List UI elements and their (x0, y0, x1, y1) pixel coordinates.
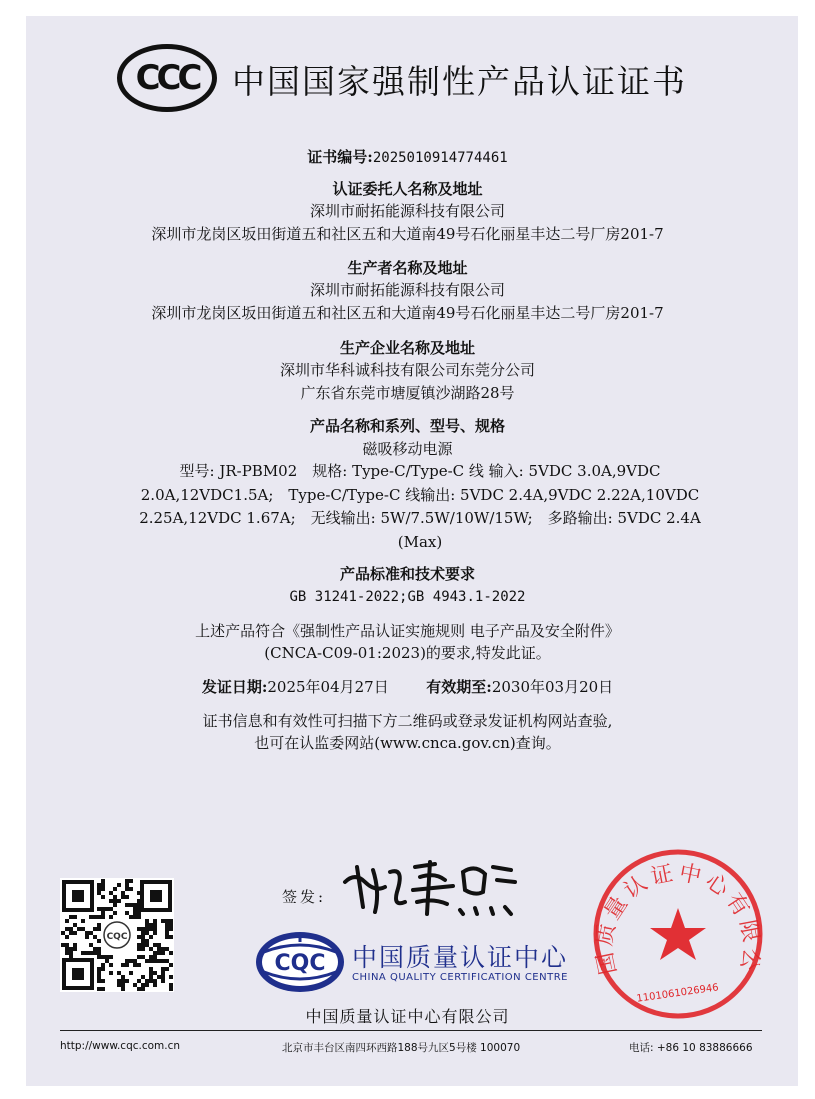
factory-heading: 生产企业名称及地址 (339, 339, 475, 357)
svg-text:中国质量认证中心有限公司 (588, 846, 764, 977)
qr-code[interactable] (60, 878, 174, 992)
seal-text: 国质量认证中心有限公 (592, 860, 764, 977)
client-address: 深圳市龙岗区坂田街道五和社区五和大道南49号石化丽星丰达二号厂房201-7 (151, 225, 664, 243)
seal-number: 1101061026946 (635, 982, 720, 1005)
issue-date: 2025年04月27日 (267, 678, 389, 696)
footer-phone: 电话: +86 10 83886666 (629, 1042, 753, 1054)
footer-divider (60, 1030, 762, 1031)
producer-name: 深圳市耐拓能源科技有限公司 (309, 281, 505, 299)
footer-website[interactable]: http://www.cqc.com.cn (60, 1040, 181, 1052)
issuing-company: 中国质量认证中心有限公司 (305, 1007, 510, 1026)
spec-line: 型号: JR-PBM02 规格: Type-C/Type-C 线 输入: 5VDC 3.0A,9VDC (179, 462, 661, 480)
verify-note-2: 也可在认监委网站(www.cnca.gov.cn)查询。 (254, 734, 561, 752)
client-name: 深圳市耐拓能源科技有限公司 (309, 202, 505, 220)
footer-address: 北京市丰台区南四环西路188号九区5号楼 100070 (282, 1042, 521, 1054)
certificate-number: 证书编号:2025010914774461 (307, 148, 508, 166)
ccc-logo: CCC (117, 44, 217, 112)
spec-line: 2.25A,12VDC 1.67A; 无线输出: 5W/7.5W/10W/15W; 多路输出: 5VDC 2.4A (139, 509, 701, 527)
org-name-cn: 中国质量认证中心 (352, 943, 569, 972)
cqc-logo (254, 930, 346, 998)
factory-address: 广东省东莞市塘厦镇沙湖路28号 (300, 384, 515, 402)
valid-date: 2030年03月20日 (491, 678, 614, 696)
standard-heading: 产品标准和技术要求 (339, 565, 475, 583)
client-heading: 认证委托人名称及地址 (332, 180, 483, 198)
standard-value: GB 31241-2022;GB 4943.1-2022 (289, 589, 526, 605)
conformity-statement-2: (CNCA-C09-01:2023)的要求,特发此证。 (264, 644, 551, 662)
product-spec (80, 460, 760, 554)
official-seal (588, 846, 768, 1026)
svg-text:CQC: CQC (106, 932, 128, 942)
issue-date-label: 发证日期: (201, 678, 268, 696)
certificate-title: 中国国家强制性产品认证证书 (232, 62, 687, 101)
product-heading: 产品名称和系列、型号、规格 (309, 417, 505, 435)
valid-date-label: 有效期至: (426, 678, 492, 696)
org-name-en: CHINA QUALITY CERTIFICATION CENTRE (352, 972, 568, 983)
cqc-logo-text: CQC (274, 951, 326, 976)
producer-heading: 生产者名称及地址 (347, 259, 468, 277)
verify-note-1: 证书信息和有效性可扫描下方二维码或登录发证机构网站查验, (202, 712, 613, 730)
conformity-statement-1: 上述产品符合《强制性产品认证实施规则 电子产品及安全附件》 (195, 622, 620, 640)
spec-line: (Max) (397, 532, 443, 551)
signature (335, 852, 525, 926)
dates-row (0, 677, 815, 697)
product-name: 磁吸移动电源 (362, 440, 453, 458)
signature-label: 签发: (282, 888, 327, 906)
factory-name: 深圳市华科诚科技有限公司东莞分公司 (279, 361, 535, 379)
producer-address: 深圳市龙岗区坂田街道五和社区五和大道南49号石化丽星丰达二号厂房201-7 (151, 304, 664, 322)
spec-line: 2.0A,12VDC1.5A; Type-C/Type-C 线输出: 5VDC 2.4A,9VDC 2.22A,10VDC (140, 485, 700, 504)
